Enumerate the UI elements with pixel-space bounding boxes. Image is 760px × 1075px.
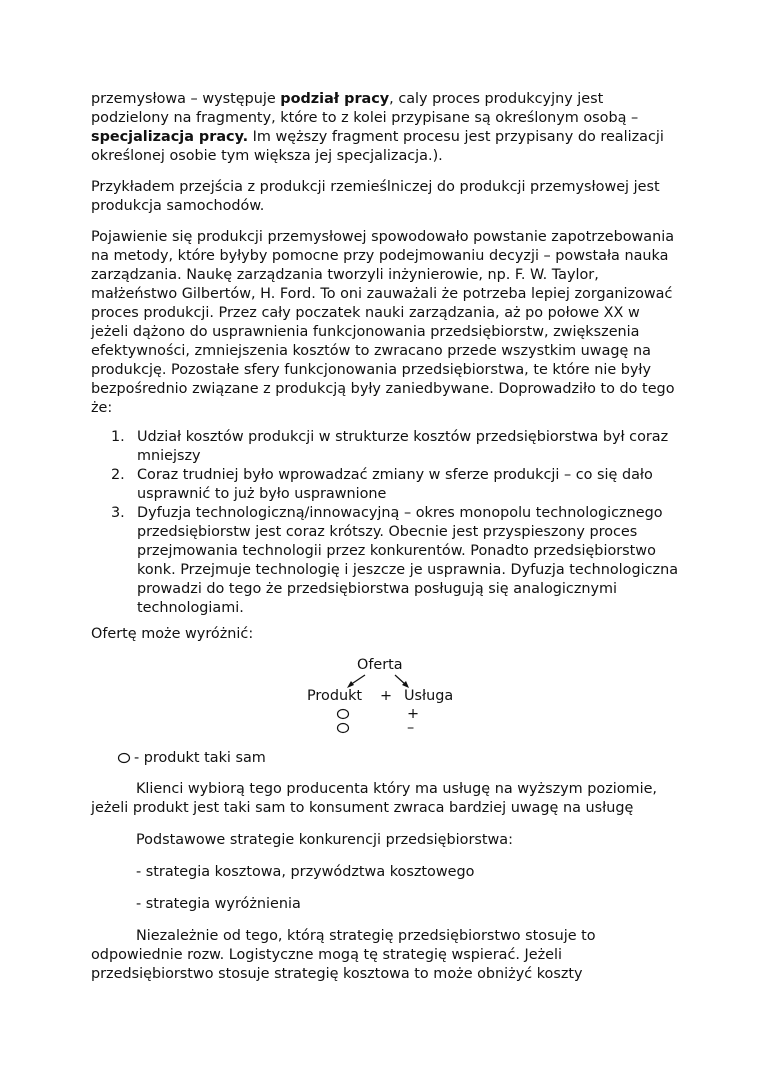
intro-text-2: , caly proces produkcyjny jest podzielony na fragmenty, które to z kolei przypisane są określonym osobą – xyxy=(91,91,639,126)
service-plus-sign: + xyxy=(407,706,420,722)
circle-icon xyxy=(338,710,349,719)
list-number: 3. xyxy=(111,505,125,521)
diagram-plus-operator: + xyxy=(380,688,393,704)
paragraph-example: Przykładem przejścia z produkcji rzemieślniczej do produkcji przemysłowej jest produkcja samochodów. xyxy=(91,179,660,214)
strategies-title: Podstawowe strategie konkurencji przedsiębiorstwa: xyxy=(136,832,513,848)
list-text: Dyfuzja technologiczną/innowacyjną – okres monopolu technologicznego przedsiębiorstw jest coraz krótszy. Obecnie jest przyspieszony proces przejmowania technologii przez konkurentów. Ponadto przedsiębiorstwo konk. Przejmuje technologię i jeszcze je usprawnia. Dyfuzja technologiczna prowadzi do tego że przedsiębiorstwa posługują się analogicznymi technologiami. xyxy=(137,505,679,616)
list-number: 2. xyxy=(111,467,125,483)
list-item xyxy=(91,504,681,618)
list-item xyxy=(91,428,681,466)
strategy-cost: - strategia kosztowa, przywództwa kosztowego xyxy=(136,864,475,880)
offer-diagram xyxy=(290,652,490,742)
legend-circle-icon xyxy=(116,752,132,764)
service-minus-sign: – xyxy=(407,720,415,736)
list-text: Coraz trudniej było wprowadzać zmiany w sferze produkcji – co się dało usprawnić to już było usprawnione xyxy=(137,467,653,502)
term-podzial-pracy: podział pracy xyxy=(280,91,390,107)
intro-text-3: Im węższy fragment procesu jest przypisany do realizacji określonej osobie tym większa jej specjalizacja.). xyxy=(91,129,664,164)
diagram-offer-label: Oferta xyxy=(357,657,403,673)
list-text: Udział kosztów produkcji w strukturze kosztów przedsiębiorstwa był coraz mniejszy xyxy=(137,429,669,464)
circle-icon xyxy=(338,724,349,733)
list-number: 1. xyxy=(111,429,125,445)
legend-text: - produkt taki sam xyxy=(134,750,266,766)
diagram-product-label: Produkt xyxy=(307,688,363,704)
diagram-service-label: Usługa xyxy=(404,688,454,704)
paragraph-logistics: Niezależnie od tego, którą strategię przedsiębiorstwo stosuje to odpowiednie rozw. Logistyczne mogą tę strategię wspierać. Jeżeli przedsiębiorstwo stosuje strategię kosztowa to może obniżyć koszty xyxy=(91,928,596,982)
intro-paragraph xyxy=(91,90,681,166)
list-item xyxy=(91,466,681,504)
term-specjalizacja-pracy: specjalizacja pracy. xyxy=(91,129,249,145)
strategy-differentiation: - strategia wyróżnienia xyxy=(136,896,301,912)
paragraph-management: Pojawienie się produkcji przemysłowej spowodowało powstanie zapotrzebowania na metody, które byłyby pomocne przy podejmowaniu decyzji – powstała nauka zarządzania. Naukę zarządzania tworzyli inżynierowie, np. F. W. Taylor, małżeństwo Gilbertów, H. Ford. To oni zauważali że potrzeba lepiej zorganizować proces produkcji. Przez cały poczatek nauki zarządzania, aż po połowe XX w jeżeli dążono do usprawnienia funkcjonowania przedsiębiorstw, zwiększenia efektywności, zmniejszenia kosztów to zwracano przede wszystkim uwagę na produkcję. Pozostałe sfery funkcjonowania przedsiębiorstwa, te które nie były bezpośrednio związane z produkcją były zaniedbywane. Doprowadziło to do tego że: xyxy=(91,229,675,416)
intro-text-1: przemysłowa – występuje xyxy=(91,91,281,107)
consequences-list xyxy=(91,428,681,618)
offer-intro: Ofertę może wyróżnić: xyxy=(91,626,254,642)
paragraph-clients: Klienci wybiorą tego producenta który ma usługę na wyższym poziomie, jeżeli produkt jest taki sam to konsument zwraca bardziej uwagę na usługę xyxy=(91,781,657,816)
